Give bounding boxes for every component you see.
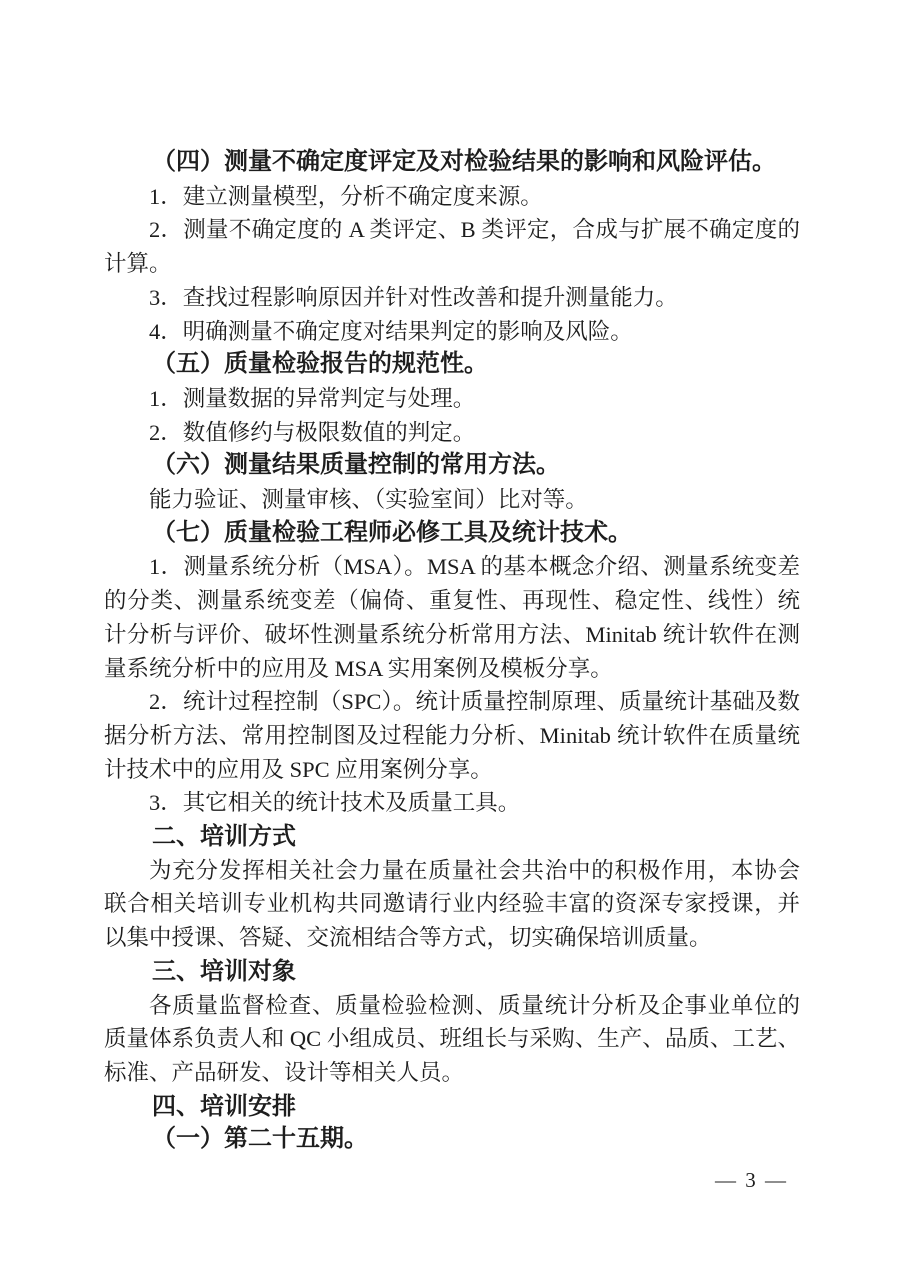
paragraph: 2．数值修约与极限数值的判定。 [149, 419, 476, 445]
document-body [104, 146, 800, 1157]
paragraph: 为充分发挥相关社会力量在质量社会共治中的积极作用，本协会联合相关培训专业机构共同邀请行业内经验丰富的资深专家授课，并以集中授课、答疑、交流相结合等方式，切实确保培训质量。 [104, 857, 800, 951]
paragraph: 3．其它相关的统计技术及质量工具。 [149, 790, 521, 816]
paragraph: 2．统计过程控制（SPC）。统计质量控制原理、质量统计基础及数据分析方法、常用控制图及过程能力分析、Minitab 统计软件在质量统计技术中的应用及 SPC 应用案例分享。 [104, 689, 800, 782]
paragraph: 2．测量不确定度的 A 类评定、B 类评定，合成与扩展不确定度的计算。 [104, 217, 800, 277]
paragraph: 1．测量数据的异常判定与处理。 [149, 385, 476, 411]
page-number: — 3 — [715, 1168, 788, 1192]
paragraph: 4．明确测量不确定度对结果判定的影响及风险。 [149, 318, 633, 344]
section-heading: （四）测量不确定度评定及对检验结果的影响和风险评估。 [152, 149, 776, 175]
paragraph: 能力验证、测量审核、（实验室间）比对等。 [149, 487, 588, 513]
section-heading: 二、培训方式 [152, 823, 296, 851]
section-heading: 三、培训对象 [152, 957, 296, 985]
section-heading: （一）第二十五期。 [152, 1126, 368, 1153]
paragraph: 1．建立测量模型，分析不确定度来源。 [149, 183, 543, 209]
paragraph: 各质量监督检查、质量检验检测、质量统计分析及企事业单位的质量体系负责人和 QC 小组成员、班组长与采购、生产、品质、工艺、标准、产品研发、设计等相关人员。 [104, 992, 800, 1085]
paragraph: 1．测量系统分析（MSA）。MSA 的基本概念介绍、测量系统变差的分类、测量系统变差（偏倚、重复性、再现性、稳定性、线性）统计分析与评价、破坏性测量系统分析常用方法、Minitab 统计软件在测量系统分析中的应用及 MSA 实用案例及模板分享。 [104, 554, 800, 681]
section-heading: 四、培训安排 [152, 1092, 296, 1120]
paragraph: 3．查找过程影响原因并针对性改善和提升测量能力。 [149, 284, 678, 310]
section-heading: （五）质量检验报告的规范性。 [152, 351, 488, 378]
section-heading: （六）测量结果质量控制的常用方法。 [152, 452, 560, 479]
section-heading: （七）质量检验工程师必修工具及统计技术。 [152, 519, 632, 546]
